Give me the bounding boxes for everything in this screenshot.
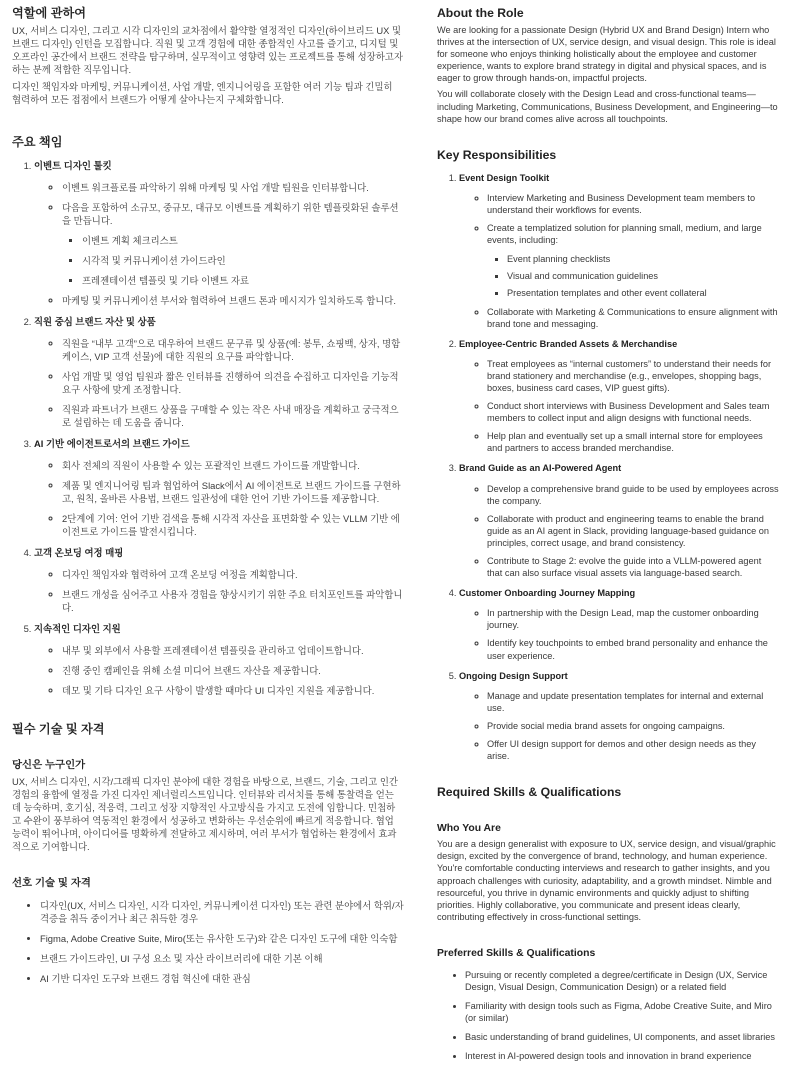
bullet-item [62, 294, 404, 307]
bullet-item [62, 337, 404, 363]
bullet-item [62, 684, 404, 697]
who-text: UX, 서비스 디자인, 시각/그래픽 디자인 분야에 대한 경험을 바탕으로, 브랜드, 기술, 그리고 인간 경험의 융합에 열정을 가진 디자인 제너럴리스트입니다. 인터뷰와 리서치를 통해 통찰력을 얻는 데 능숙하며, 호기심, 적응력, 그리고 성장 지향적인 사고방식을 가지고 도전에 임합니다. 민첩하고 수완이 풍부하여 역동적인 환경에서 성공하고 변화하는 우선순위에 빠르게 적응합니다. 협업 능력이 뛰어나며, 아이디어를 명확하게 전달하고 제시하며, 여러 부서가 협업하는 환경에서 효과적으로 기여합니다. [12, 776, 398, 852]
responsibility-bullets [34, 568, 404, 614]
bullet-text: 데모 및 기타 디자인 요구 사항이 발생할 때마다 UI 디자인 지원을 제공합니다. [62, 685, 375, 696]
bullet-item [62, 568, 404, 581]
about-title: 역할에 관하여 [12, 6, 87, 20]
bullet-item [487, 430, 779, 454]
bullet-item [487, 513, 779, 549]
responsibilities-title: Key Responsibilities [437, 147, 557, 162]
about-paragraph: You will collaborate closely with the Design Lead and cross-functional teams—including Marketing, Communications, Business Development, and Engineering—to shape how our brand comes alive across all touchpoints. [437, 89, 778, 124]
responsibility-bullets [34, 337, 404, 429]
bullet-text: Offer UI design support for demos and other design needs as they arise. [487, 739, 756, 762]
preferred-skills [12, 877, 404, 985]
bullet-text: In partnership with the Design Lead, map the customer onboarding journey. [487, 608, 759, 631]
responsibility-bullets [34, 644, 404, 697]
responsibility-bullets [34, 181, 404, 307]
preferred-list [437, 969, 779, 1063]
responsibility-item [459, 462, 779, 579]
responsibility-item [34, 315, 404, 429]
bullet-item [62, 181, 404, 194]
responsibilities-section [12, 134, 404, 697]
who-title: 당신은 누구인가 [12, 760, 86, 771]
responsibilities-list [437, 172, 779, 762]
preferred-item: • Familiarity with design tools such as Figma, Adobe Creative Suite, and Miro (or similar) [465, 1000, 779, 1024]
bullet-item [487, 607, 779, 631]
bullet-item [62, 644, 404, 657]
responsibility-title: 5. Ongoing Design Support [459, 670, 568, 681]
preferred-title: Preferred Skills & Qualifications [437, 947, 596, 959]
bullet-text: 이벤트 워크플로를 파악하기 위해 마케팅 및 사업 개발 팀원을 인터뷰합니다. [62, 182, 369, 193]
sub-bullets [487, 253, 779, 299]
responsibility-bullets [459, 690, 779, 762]
preferred-skills [437, 947, 779, 1063]
sub-bullet-item: ▪ 이벤트 계획 체크리스트 [82, 234, 404, 247]
bullet-item [62, 664, 404, 677]
bullet-item [62, 512, 404, 538]
responsibility-bullets [459, 358, 779, 455]
bullet-item [487, 720, 779, 732]
responsibility-bullets [459, 483, 779, 580]
sub-bullet-item: ▪ 프레젠테이션 템플릿 및 기타 이벤트 자료 [82, 274, 404, 287]
responsibility-item [459, 587, 779, 661]
who-you-are [437, 822, 779, 923]
about-paragraph: We are looking for a passionate Design (Hybrid UX and Brand Design) Intern who thrives at the intersection of UX, service design, and visual design. This role is ideal for someone who enjoys thinking holistically about the employee and customer experience, wants to explore brand strategy in digital and physical spaces, and is eager to grow through hands-on, impactful projects. [437, 25, 776, 84]
preferred-item: • Basic understanding of brand guidelines, UI components, and asset libraries [465, 1031, 779, 1043]
preferred-item: • Figma, Adobe Creative Suite, Miro(또는 유사한 도구)와 같은 디자인 도구에 대한 익숙함 [40, 932, 404, 945]
bullet-text: Help plan and eventually set up a small internal store for employees and partners to access branded merchandise. [487, 431, 763, 454]
bullet-text: 직원과 파트너가 브랜드 상품을 구매할 수 있는 작은 사내 매장을 계획하고 궁극적으로 설립하는 데 도움을 줍니다. [62, 404, 399, 428]
bullet-item [487, 690, 779, 714]
bullet-text: 사업 개발 및 영업 팀원과 짧은 인터뷰를 진행하여 의견을 수집하고 디자인을 기능적 요구 사항에 맞게 조정합니다. [62, 371, 399, 395]
responsibility-bullets [459, 607, 779, 661]
about-section [12, 5, 404, 106]
responsibility-title: 4. 고객 온보딩 여정 매핑 [34, 547, 124, 558]
sub-bullet-item: ▪ 시각적 및 커뮤니케이션 가이드라인 [82, 254, 404, 267]
bullet-item [62, 459, 404, 472]
preferred-item: • AI 기반 디자인 도구와 브랜드 경험 혁신에 대한 관심 [40, 972, 404, 985]
bullet-item [62, 201, 404, 287]
bullet-text: 다음을 포함하여 소규모, 중규모, 대규모 이벤트를 계획하기 위한 템플릿화된 솔루션을 만듭니다. [62, 202, 399, 226]
bullet-text: 디자인 책임자와 협력하여 고객 온보딩 여정을 계획합니다. [62, 569, 298, 580]
responsibility-item [459, 172, 779, 330]
responsibility-item [34, 159, 404, 307]
bullet-text: 제품 및 엔지니어링 팀과 협업하여 Slack에서 AI 에이전트로 브랜드 가이드를 구현하고, 원칙, 올바른 사용법, 브랜드 일관성에 대한 언어 기반 가이드를 제공합니다. [62, 480, 401, 504]
sub-bullet-item: ▪ Event planning checklists [507, 253, 779, 265]
bullet-item [62, 479, 404, 505]
skills-title: 필수 기술 및 자격 [12, 722, 105, 736]
responsibilities-section [437, 147, 779, 762]
bullet-item [62, 588, 404, 614]
bullet-text: 2단계에 기여: 언어 기반 검색을 통해 시각적 자산을 표면화할 수 있는 VLLM 기반 에이전트로 가이드를 발전시킵니다. [62, 513, 400, 537]
bullet-text: Contribute to Stage 2: evolve the guide into a VLLM-powered agent that can also surface visual assets via language-based search. [487, 556, 762, 579]
preferred-item: • 디자인(UX, 서비스 디자인, 시각 디자인, 커뮤니케이션 디자인) 또는 관련 분야에서 학위/자격증을 취득 중이거나 최근 취득한 경우 [40, 899, 404, 925]
bullet-item [487, 358, 779, 394]
bullet-text: Conduct short interviews with Business Development and Sales team members to collect input and align designs with functional needs. [487, 401, 770, 424]
preferred-item: • 브랜드 가이드라인, UI 구성 요소 및 자산 라이브러리에 대한 기본 이해 [40, 952, 404, 965]
responsibility-title: 1. 이벤트 디자인 툴킷 [34, 160, 112, 171]
bullet-text: 내부 및 외부에서 사용할 프레젠테이션 템플릿을 관리하고 업데이트합니다. [62, 645, 364, 656]
skills-section [437, 784, 779, 1062]
bullet-text: Manage and update presentation templates for internal and external use. [487, 690, 764, 713]
responsibility-bullets [34, 459, 404, 538]
bullet-text: 직원을 “내부 고객”으로 대우하여 브랜드 문구류 및 상품(예: 봉투, 쇼핑백, 상자, 명함 케이스, VIP 고객 선물)에 대한 직원의 요구를 파악합니다. [62, 338, 401, 362]
responsibility-item [34, 437, 404, 538]
bullet-text: 마케팅 및 커뮤니케이션 부서와 협력하여 브랜드 톤과 메시지가 일치하도록 합니다. [62, 295, 396, 306]
bullet-item [487, 738, 779, 762]
about-section [437, 5, 779, 125]
bullet-item [487, 306, 779, 330]
bullet-text: 회사 전체의 직원이 사용할 수 있는 포괄적인 브랜드 가이드를 개발합니다. [62, 460, 360, 471]
bullet-text: Collaborate with product and engineering teams to enable the brand guide as an AI agent in Slack, providing language-based guidance on principles, correct usage, and brand consistency. [487, 513, 769, 548]
bullet-text: Create a templatized solution for planning small, medium, and large events, including: [487, 223, 762, 246]
about-paragraph: 디자인 책임자와 마케팅, 커뮤니케이션, 사업 개발, 엔지니어링을 포함한 여러 기능 팀과 긴밀히 협력하여 모든 접점에서 브랜드가 어떻게 살아나는지 구체화합니다. [12, 81, 393, 105]
korean-column [12, 0, 404, 992]
bullet-text: Provide social media brand assets for ongoing campaigns. [487, 720, 725, 731]
bullet-item [487, 483, 779, 507]
responsibility-item [34, 622, 404, 697]
bullet-item [487, 400, 779, 424]
preferred-title: 선호 기술 및 자격 [12, 878, 91, 889]
preferred-list [12, 899, 404, 985]
responsibility-title: 4. Customer Onboarding Journey Mapping [459, 588, 636, 599]
bullet-text: Collaborate with Marketing & Communications to ensure alignment with brand tone and messaging. [487, 306, 778, 329]
responsibilities-list [12, 159, 404, 697]
skills-section [12, 721, 404, 985]
bullet-item [487, 222, 779, 299]
responsibility-title: 2. 직원 중심 브랜드 자산 및 상품 [34, 316, 156, 327]
about-title: About the Role [437, 6, 524, 20]
responsibility-title: 1. Event Design Toolkit [459, 172, 550, 183]
responsibility-item [34, 546, 404, 614]
bullet-text: 진행 중인 캠페인을 위해 소셜 미디어 브랜드 자산을 제공합니다. [62, 665, 321, 676]
sub-bullets [62, 234, 404, 287]
who-title: Who You Are [437, 823, 501, 835]
responsibility-bullets [459, 192, 779, 330]
bullet-text: 브랜드 개성을 심어주고 사용자 경험을 향상시키기 위한 주요 터치포인트를 파악합니다. [62, 589, 403, 613]
english-column [437, 0, 779, 1069]
bullet-item [487, 637, 779, 661]
responsibility-item [459, 670, 779, 763]
bullet-text: Interview Marketing and Business Development team members to understand their workflows for events. [487, 192, 756, 215]
sub-bullet-item: ▪ Visual and communication guidelines [507, 270, 779, 282]
bullet-text: Treat employees as “internal customers” to understand their needs for brand stationery and merchandise (e.g., envelopes, shopping bags, boxes, business card cases, VIP guest gifts). [487, 358, 772, 393]
who-you-are [12, 759, 404, 853]
bullet-text: Develop a comprehensive brand guide to be used by employees across the company. [487, 483, 779, 506]
responsibility-item [459, 338, 779, 455]
bullet-item [487, 555, 779, 579]
preferred-item: • Interest in AI-powered design tools and innovation in brand experience [465, 1050, 779, 1062]
who-text: You are a design generalist with exposure to UX, service design, and visual/graphic design, excited by the convergence of brand, technology, and human experience. You're comfortable conducting interviews and research to gather insights, and you approach challenges with curiosity, adaptability, and a growth mindset. Nimble and resourceful, you thrive in dynamic environments and quickly adjust to shifting priorities. Highly collaborative, you communicate and present ideas clearly, contributing effectively in cross-functional settings. [437, 839, 776, 922]
about-paragraph: UX, 서비스 디자인, 그리고 시각 디자인의 교차점에서 활약할 열정적인 디자인(하이브리드 UX 및 브랜드 디자인) 인턴을 모집합니다. 직원 및 고객 경험에 대한 종합적인 사고를 즐기고, 디지털 및 오프라인 공간에서 브랜드 전략을 탐구하며, 실무적이고 영향력 있는 프로젝트를 통해 성장하고자 하는 분께 적합한 직무입니다. [12, 25, 403, 75]
responsibility-title: 3. Brand Guide as an AI-Powered Agent [459, 463, 622, 474]
responsibility-title: 2. Employee-Centric Branded Assets & Merchandise [459, 338, 678, 349]
bullet-item [62, 370, 404, 396]
bullet-item [487, 192, 779, 216]
preferred-item: • Pursuing or recently completed a degree/certificate in Design (UX, Service Design, Visual Design, Communication Design) or a related field [465, 969, 779, 993]
skills-title: Required Skills & Qualifications [437, 785, 622, 800]
responsibility-title: 5. 지속적인 디자인 지원 [34, 623, 121, 634]
sub-bullet-item: ▪ Presentation templates and other event collateral [507, 287, 779, 299]
bullet-text: Identify key touchpoints to embed brand personality and enhance the user experience. [487, 638, 768, 661]
responsibility-title: 3. AI 기반 에이전트로서의 브랜드 가이드 [34, 438, 190, 449]
responsibilities-title: 주요 책임 [12, 135, 63, 149]
bullet-item [62, 403, 404, 429]
